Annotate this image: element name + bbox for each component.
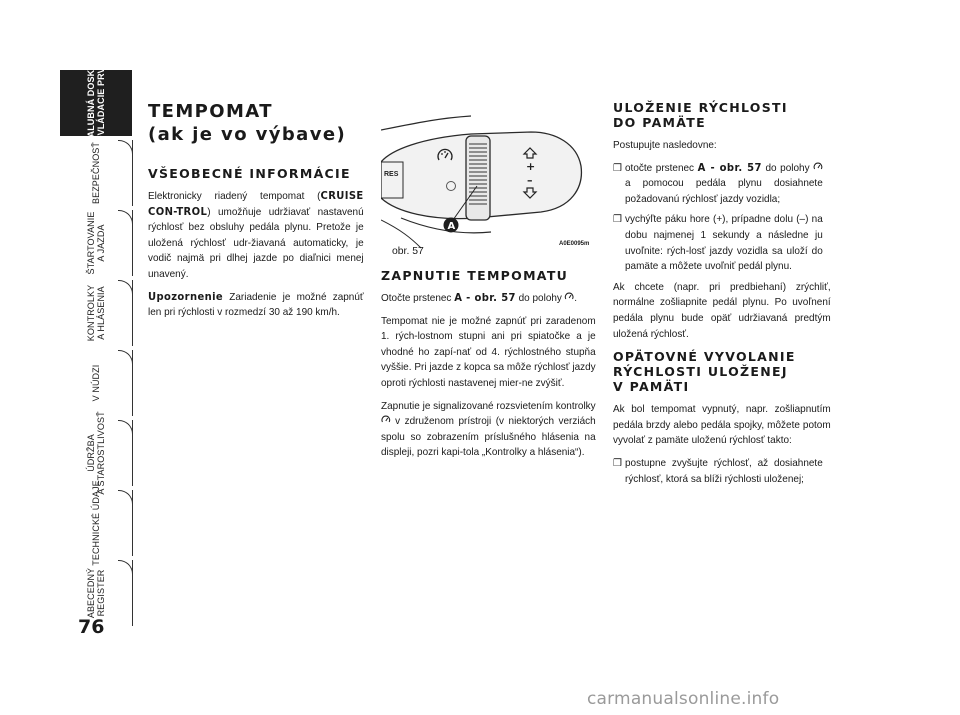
- minus-label: –: [527, 174, 533, 187]
- tab-bezpecnost[interactable]: [60, 140, 133, 206]
- tab-v-nudzi[interactable]: [60, 350, 133, 416]
- section-heading: VŠEOBECNÉ INFORMÁCIE: [148, 166, 351, 181]
- section-heading: OPÄTOVNÉ VYVOLANIE RÝCHLOSTI ULOŽENEJ V PAMÄTI: [613, 349, 796, 395]
- bold-text: CRUISE CON-TROL: [148, 190, 364, 218]
- text-run: Elektronicky riadený tempomat (: [148, 191, 321, 202]
- text-run: a pomocou pedála plynu dosiahnete požadovanú rýchlosť jazdy vozidla;: [625, 178, 823, 205]
- tab-label: BEZPEČNOSŤ: [91, 141, 101, 205]
- text-run: v združenom prístroji (v niektorých verziách spolu so zobrazením príslušného hlásenia na displeji, pozri kapi-tola „Kontrolky a hlásenia“).: [381, 416, 596, 459]
- figure-caption: obr. 57: [392, 246, 424, 257]
- text-run: .: [574, 293, 578, 304]
- tab-udrzba[interactable]: [60, 411, 133, 495]
- tab-label: ABECEDNÝ REGISTER: [86, 567, 106, 619]
- column-3: [613, 100, 831, 492]
- checkbox-bullet-icon: ❒: [613, 162, 622, 174]
- tab-startovanie[interactable]: [60, 210, 133, 276]
- watermark: carmanualsonline.info: [587, 689, 780, 709]
- tab-technicke-udaje[interactable]: [60, 480, 133, 566]
- lever-edge: [381, 220, 421, 248]
- text-run: do polohy: [761, 162, 814, 174]
- checkbox-bullet-icon: ❒: [613, 214, 622, 226]
- text-run: Zariadenie je možné zapnúť len pri rýchlosti v rozmedzí 30 až 190 km/h.: [148, 291, 364, 319]
- page-subtitle: (ak je vo výbave): [148, 124, 347, 145]
- bullet-item: [613, 212, 831, 274]
- plus-label: +: [526, 160, 536, 173]
- cruise-control-lever-figure: [381, 100, 599, 250]
- paragraph: [148, 189, 364, 283]
- text-run: otočte prstenec: [625, 162, 698, 174]
- bullet-text: [625, 161, 823, 208]
- column-1: [148, 100, 364, 328]
- tab-label: ŠTARTOVANIE A JAZDA: [86, 211, 106, 275]
- paragraph: Ak chcete (napr. pri predbiehaní) zrýchliť, normálne zošliapnite pedál plynu. Po uvoľnení pedála plynu bude opäť udržiavaná predtým uložená rýchlosť.: [613, 281, 831, 340]
- bold-text: A - obr. 57: [697, 161, 762, 174]
- paragraph: Tempomat nie je možné zapnúť pri zaradenom 1. rých-lostnom stupni ani pri spiatočke a je vhodné ho zapí-nať od 4. rýchlostného stupňa vyššie. Pri jazde z kopca sa môže rýchlosť jazdy oproti rýchlosti nastavenej mier-ne zvýšiť.: [381, 315, 596, 389]
- bullet-text: postupne zvyšujte rýchlosť, až dosiahnete rýchlosť, ktorá sa blíži rýchlosti uloženej;: [625, 457, 823, 485]
- callout-a-label: A: [447, 221, 456, 232]
- page-number: 76: [78, 616, 105, 638]
- cruise-control-icon: [565, 292, 578, 304]
- text-run: Zapnutie je signalizované rozsvietením kontrolky: [381, 400, 596, 412]
- lever-illustration: [381, 100, 599, 250]
- cruise-control-icon: [381, 415, 391, 425]
- section-heading: ZAPNUTIE TEMPOMATU: [381, 268, 569, 283]
- page-title: TEMPOMAT: [148, 101, 273, 122]
- note-paragraph: [148, 290, 364, 321]
- tab-label: ÚDRŽBA A STAROSTLIVOSŤ: [86, 411, 106, 495]
- bullet-text: vychýľte páku hore (+), prípadne dolu (–) na dobu najmenej 1 sekundy a následne ju uvoľnite: rých-losť jazdy vozidla sa uloží do pamäte a môžete uvoľniť pedál plynu.: [625, 214, 823, 273]
- chapter-tabs: [60, 54, 132, 645]
- tab-label: V NÚDZI: [91, 364, 101, 402]
- paragraph: [381, 399, 596, 461]
- tab-label: KONTROLKY A HLÁSENIA: [86, 284, 106, 342]
- bold-text: A - obr. 57: [454, 292, 516, 304]
- figure-code: A0E0095m: [559, 241, 590, 247]
- bullet-item: [613, 161, 831, 208]
- section-heading: ULOŽENIE RÝCHLOSTI DO PAMÄTE: [613, 100, 788, 130]
- note-label: Upozornenie: [148, 290, 224, 303]
- text-run: ) umožňuje udržiavať nastavenú rýchlosť bez obsluhy pedála plynu. Pretože je uložená rýchlosť udr-žiavaná automaticky, je vodič najmä pri dlhej jazde po diaľnici menej unavený.: [148, 206, 364, 280]
- cruise-control-icon: [813, 162, 823, 172]
- paragraph: Postupujte nasledovne:: [613, 140, 717, 151]
- ring-a[interactable]: [466, 136, 490, 220]
- tab-kontrolky[interactable]: [60, 280, 133, 346]
- text-run: do polohy: [515, 293, 565, 304]
- tab-label: PALUBNÁ DOSKA A OVLÁDACIE PRVKY: [86, 54, 106, 152]
- text-run: Otočte prstenec: [381, 293, 455, 304]
- bullet-item: [613, 456, 831, 487]
- column-2: [381, 268, 596, 468]
- paragraph: Ak bol tempomat vypnutý, napr. zošliapnutím pedála brzdy alebo pedála spojky, môžete potom vyvolať z pamäte uloženú rýchlosť takto:: [613, 404, 831, 447]
- lever-edge: [381, 116, 471, 130]
- checkbox-bullet-icon: ❒: [613, 457, 622, 469]
- paragraph: [381, 291, 596, 307]
- tab-palubna-doska[interactable]: [60, 54, 132, 152]
- res-label: RES: [384, 171, 399, 178]
- tab-label: TECHNICKÉ ÚDAJE: [91, 480, 101, 566]
